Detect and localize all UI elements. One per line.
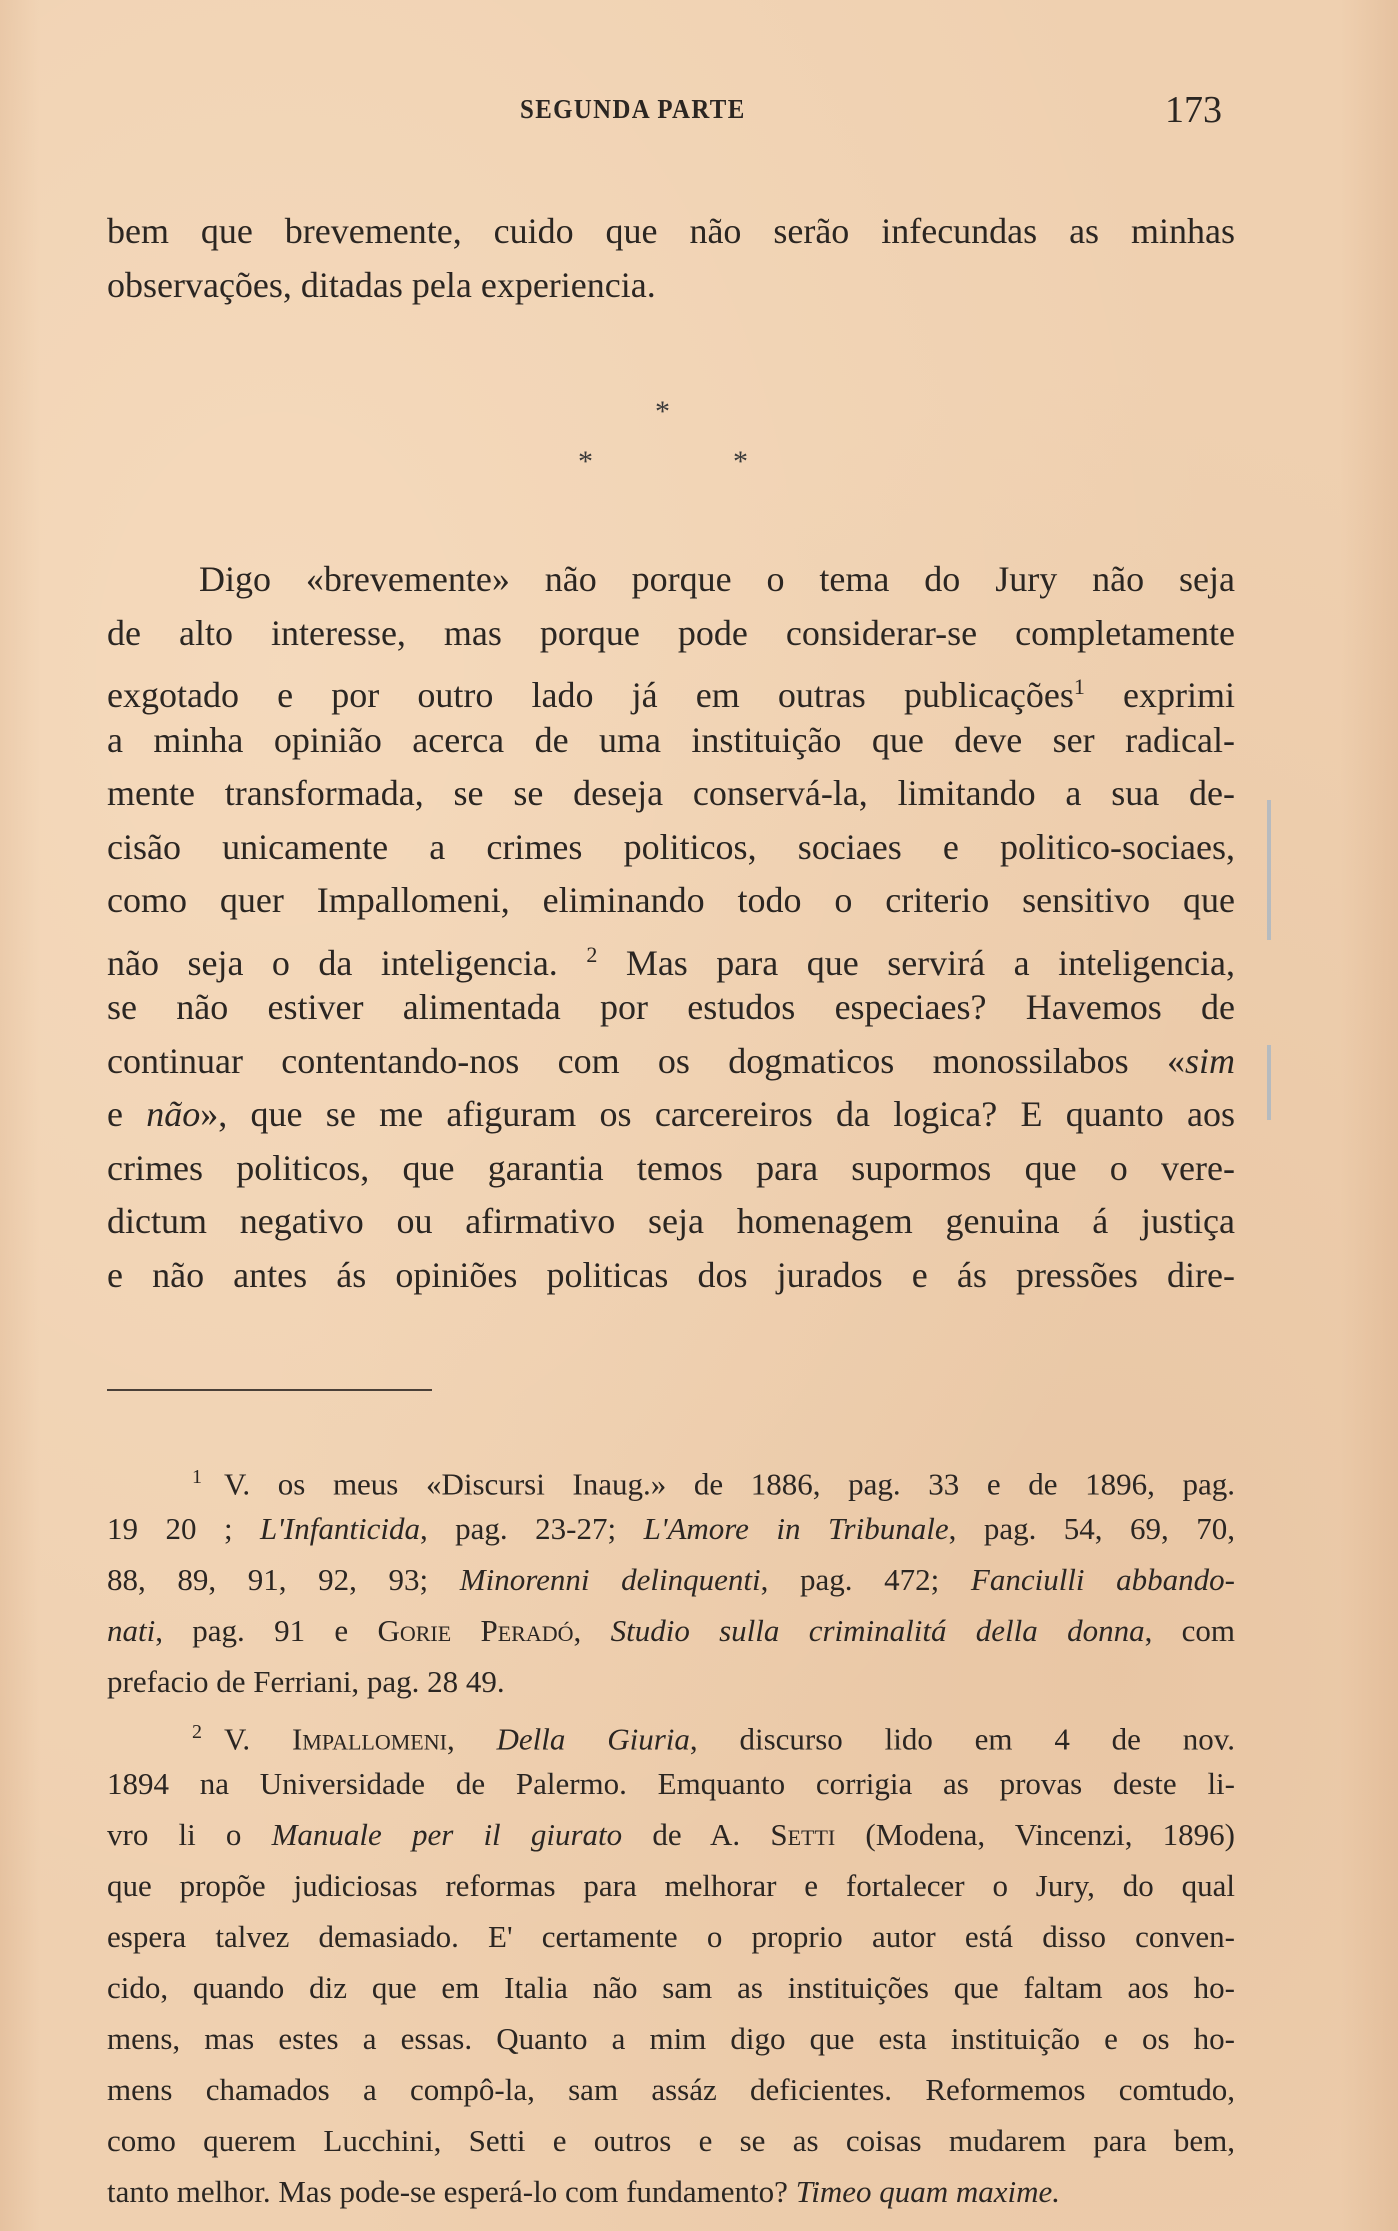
text-segment: , discurso lido em 4 de nov. — [689, 1721, 1235, 1757]
italic-text: Minorenni delinquenti — [459, 1562, 761, 1597]
footnote-1-line — [107, 1554, 1235, 1605]
footnote-1-line — [107, 1503, 1235, 1554]
text-line: dictum negativo ou afirmativo seja homenagem genuina á justiça — [107, 1201, 1235, 1241]
footnote-2-line — [107, 1809, 1235, 1860]
italic-text: L'Amore in Tribunale — [643, 1511, 949, 1546]
text-line: como quer Impallomeni, eliminando todo o criterio sensitivo que — [107, 880, 1235, 920]
footnote-ref-1[interactable]: 1 — [1073, 674, 1085, 699]
text-segment: espera talvez demasiado. E' certamente o proprio autor está disso conven- — [107, 1919, 1235, 1954]
text-segment: , — [446, 1721, 497, 1757]
footnote-2-line — [107, 2064, 1235, 2115]
italic-text: Timeo quam maxime. — [795, 2174, 1061, 2209]
text-segment: 19 20 ; — [107, 1511, 261, 1546]
italic-text: Studio sulla criminalitá della donna — [610, 1613, 1145, 1648]
text-segment: continuar contentando-nos com os dogmaticos monossilabos « — [107, 1040, 1185, 1081]
text-line — [107, 660, 1235, 714]
running-title: SEGUNDA PARTE — [520, 94, 746, 124]
text-line: se não estiver alimentada por estudos especiaes? Havemos de — [107, 987, 1235, 1027]
asterisk-icon: * — [655, 395, 670, 428]
italic-text: nati — [107, 1613, 156, 1648]
text-segment: 88, 89, 91, 92, 93; — [107, 1562, 460, 1597]
footnote-2-line — [107, 1911, 1235, 1962]
text-segment: mens, mas estes a essas. Quanto a mim digo que esta instituição e os ho- — [107, 2021, 1235, 2056]
text-segment: », que se me afiguram os carcereiros da logica? E quanto aos — [200, 1094, 1235, 1134]
text-line: observações, ditadas pela experiencia. — [107, 264, 656, 305]
small-caps-name: Impallomeni — [291, 1721, 447, 1757]
text-line: cisão unicamente a crimes politicos, sociaes e politico-sociaes, — [107, 826, 1235, 867]
text-segment: V. os meus «Discursi Inaug.» de 1886, pag. 33 e de 1896, pag. — [224, 1466, 1235, 1502]
text-segment: , pag. 23-27; — [419, 1511, 644, 1546]
footnote-2-line — [107, 2166, 1235, 2217]
running-head — [0, 88, 1398, 131]
text-segment: V. — [224, 1721, 292, 1757]
text-segment: , pag. 472; — [760, 1562, 971, 1597]
text-segment: Mas para que servirá a inteligencia, — [625, 942, 1236, 983]
footnote-1-line — [107, 1656, 1235, 1707]
footnote-marker: 2 — [192, 1721, 202, 1743]
text-segment: de A. — [622, 1817, 771, 1852]
text-line: crimes politicos, que garantia temos para supormos que o vere- — [107, 1147, 1235, 1188]
text-line: a minha opinião acerca de uma instituição que deve ser radical- — [107, 719, 1235, 760]
asterisk-icon: * — [733, 445, 748, 478]
italic-text: L'Infanticida — [260, 1511, 420, 1546]
footnote-divider — [107, 1389, 432, 1391]
italic-text: Della Giuria — [496, 1721, 690, 1757]
small-caps-name: Gorie Peradó — [377, 1613, 574, 1648]
footnotes — [107, 1452, 1235, 2217]
text-line: bem que brevemente, cuido que não serão infecundas as minhas — [107, 211, 1235, 251]
text-segment: exgotado e por outro lado já em outras publicações — [107, 675, 1074, 715]
paragraph-continuation — [107, 205, 1235, 312]
footnote-2-line — [107, 2013, 1235, 2064]
text-segment: e — [107, 1094, 123, 1134]
asterisk-icon: * — [578, 445, 593, 478]
text-segment: , com — [1144, 1613, 1236, 1648]
footnote-2-line — [107, 1707, 1235, 1758]
footnote-2-line — [107, 1860, 1235, 1911]
text-segment: como querem Lucchini, Setti e outros e se as coisas mudarem para bem, — [107, 2123, 1235, 2158]
margin-pencil-mark — [1267, 800, 1271, 940]
text-segment: exprimi — [1123, 675, 1235, 715]
text-segment: mens chamados a compô-la, sam assáz deficientes. Reformemos comtudo, — [107, 2072, 1235, 2107]
footnote-2-line — [107, 1962, 1235, 2013]
text-segment: , — [573, 1613, 611, 1648]
text-segment: , pag. 91 e — [155, 1613, 378, 1648]
small-caps-name: Setti — [770, 1817, 836, 1852]
italic-text: sim — [1184, 1040, 1235, 1081]
italic-text: não — [146, 1094, 201, 1134]
text-line: de alto interesse, mas porque pode considerar-se completamente — [107, 612, 1235, 653]
footnote-2-line — [107, 2115, 1235, 2166]
text-line — [107, 928, 1235, 982]
text-line: mente transformada, se se deseja conservá-la, limitando a sua de- — [107, 773, 1235, 813]
paragraph-main — [107, 553, 1235, 1302]
footnote-1-line — [107, 1452, 1235, 1503]
text-segment: não seja o da inteligencia. — [107, 942, 558, 983]
text-segment: cido, quando diz que em Italia não sam as instituições que faltam aos ho- — [107, 1970, 1235, 2005]
text-segment: 1894 na Universidade de Palermo. Emquanto corrigia as provas deste li- — [107, 1766, 1235, 1801]
footnote-1-line — [107, 1605, 1235, 1656]
text-segment: , pag. 54, 69, 70, — [948, 1511, 1235, 1546]
margin-pencil-mark — [1267, 1045, 1271, 1120]
section-break-asterism — [0, 395, 1398, 495]
italic-text: Fanciulli abbando- — [970, 1562, 1235, 1597]
text-segment: prefacio de Ferriani, pag. 28 49. — [107, 1664, 505, 1699]
page-number: 173 — [1165, 89, 1222, 131]
italic-text: Manuale per il giurato — [271, 1817, 623, 1852]
text-line — [107, 1088, 1235, 1142]
text-line — [107, 1035, 1235, 1089]
text-line: Digo «brevemente» não porque o tema do Jury não seja — [199, 559, 1235, 599]
text-segment: que propõe judiciosas reformas para melhorar e fortalecer o Jury, do qual — [107, 1868, 1235, 1903]
text-segment: vro li o — [107, 1817, 272, 1852]
text-segment: tanto melhor. Mas pode-se esperá-lo com fundamento? — [107, 2174, 796, 2209]
footnote-marker: 1 — [192, 1466, 202, 1488]
footnote-2-line — [107, 1758, 1235, 1809]
footnote-ref-2[interactable]: 2 — [586, 941, 598, 967]
text-segment: (Modena, Vincenzi, 1896) — [835, 1817, 1235, 1852]
text-line: e não antes ás opiniões politicas dos jurados e ás pressões dire- — [107, 1254, 1235, 1295]
